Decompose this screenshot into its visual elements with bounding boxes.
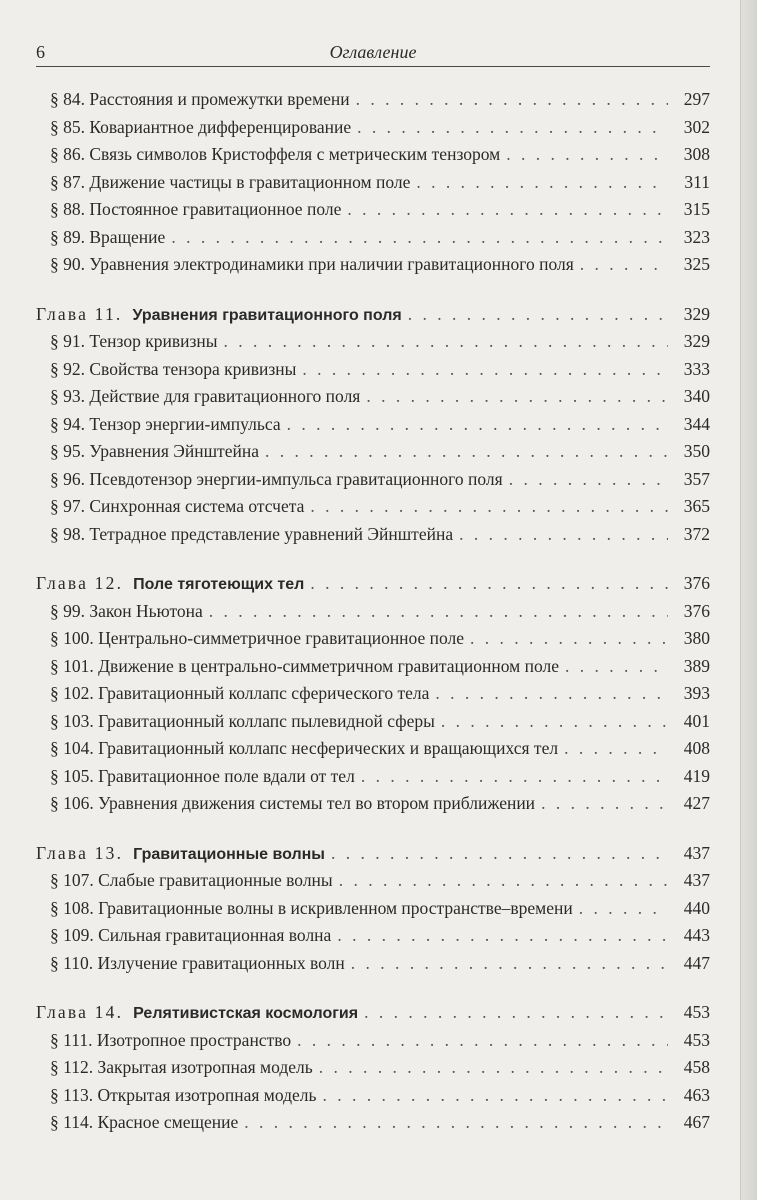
chapter-page: 329 <box>683 303 710 324</box>
section-label: § 93. Действие для гравитационного поля <box>50 386 361 406</box>
section-label: § 103. Гравитационный коллапс пылевидной сферы <box>50 710 435 731</box>
section-label: § 104. Гравитационный коллапс несферических и вращающихся тел <box>50 738 559 758</box>
section-label: § 98. Тетрадное представление уравнений Эйнштейна <box>50 523 454 544</box>
section-entry <box>36 790 710 818</box>
chapter-number: Глава 11. <box>36 303 123 324</box>
section-entry <box>36 653 710 681</box>
leader-dots <box>310 493 668 521</box>
section-page: 393 <box>683 683 710 703</box>
section-label: § 111. Изотропное пространство <box>50 1029 292 1050</box>
page-number: 6 <box>36 42 45 62</box>
section-entry <box>36 411 710 439</box>
section-page: 427 <box>683 793 710 813</box>
section-page: 467 <box>683 1112 710 1132</box>
leader-dots <box>541 790 668 818</box>
section-label: § 96. Псевдотензор энергии-импульса гравитационного поля <box>50 468 503 489</box>
section-label: § 97. Синхронная система отсчета <box>50 496 305 516</box>
section-entry <box>36 1027 710 1055</box>
leader-dots <box>509 466 668 494</box>
section-label: § 95. Уравнения Эйнштейна <box>50 441 259 461</box>
section-entry <box>36 169 710 197</box>
section-label: § 84. Расстояния и промежутки времени <box>50 89 350 109</box>
chapter-label <box>36 301 402 330</box>
leader-dots <box>297 1027 668 1055</box>
section-entry <box>36 521 710 549</box>
section-label: § 102. Гравитационный коллапс сферического тела <box>50 683 430 703</box>
section-page: 340 <box>683 386 710 406</box>
section-label: § 114. Красное смещение <box>50 1112 239 1132</box>
leader-dots <box>361 763 668 791</box>
section-label: § 100. Центрально-симметричное гравитационное поле <box>50 628 465 648</box>
leader-dots <box>357 114 668 142</box>
section-entry <box>36 466 710 494</box>
section-label: § 108. Гравитационные волны в искривленном пространстве–времени <box>50 897 573 918</box>
section-label: § 105. Гравитационное поле вдали от тел <box>50 765 355 786</box>
section-entry <box>36 735 710 763</box>
chapter-number: Глава 13. <box>36 842 124 863</box>
leader-dots <box>310 570 668 598</box>
leader-dots <box>580 251 668 279</box>
section-page: 372 <box>683 523 710 544</box>
section-entry <box>36 1054 710 1082</box>
section-label: § 90. Уравнения электродинамики при наличии гравитационного поля <box>50 254 574 274</box>
leader-dots <box>224 328 669 356</box>
section-entry <box>36 867 710 895</box>
section-label: § 99. Закон Ньютона <box>50 600 203 621</box>
leader-dots <box>564 735 668 763</box>
chapter-number: Глава 12. <box>36 573 124 593</box>
chapter-title: Гравитационные волны <box>133 845 325 863</box>
leader-dots <box>441 708 668 736</box>
section-label: § 101. Движение в центрально-симметричном гравитационном поле <box>50 655 559 676</box>
leader-dots <box>287 411 668 439</box>
section-page: 325 <box>683 254 710 274</box>
section-page: 344 <box>683 413 710 434</box>
leader-dots <box>565 653 668 681</box>
section-label: § 88. Постоянное гравитационное поле <box>50 199 342 219</box>
leader-dots <box>171 224 668 252</box>
section-entry <box>36 356 710 384</box>
section-label: § 107. Слабые гравитационные волны <box>50 870 333 890</box>
section-label: § 92. Свойства тензора кривизны <box>50 358 297 379</box>
section-page: 376 <box>683 600 710 621</box>
section-label: § 89. Вращение <box>50 226 166 247</box>
section-page: 329 <box>683 331 710 351</box>
leader-dots <box>209 598 668 626</box>
section-page: 380 <box>683 628 710 648</box>
leader-dots <box>347 196 668 224</box>
section-entry <box>36 680 710 708</box>
section-page: 333 <box>683 358 710 379</box>
chapter-page: 437 <box>683 842 710 863</box>
section-label: § 112. Закрытая изотропная модель <box>50 1057 313 1077</box>
section-entry <box>36 438 710 466</box>
leader-dots <box>366 383 668 411</box>
section-label: § 109. Сильная гравитационная волна <box>50 925 332 945</box>
section-entry <box>36 383 710 411</box>
section-page: 440 <box>683 897 710 918</box>
chapter-entry <box>36 999 710 1027</box>
running-header <box>36 40 710 67</box>
leader-dots <box>337 922 668 950</box>
section-entry <box>36 114 710 142</box>
chapter-title: Уравнения гравитационного поля <box>132 306 402 324</box>
section-entry <box>36 86 710 114</box>
section-page: 419 <box>683 765 710 786</box>
section-page: 447 <box>683 952 710 973</box>
leader-dots <box>244 1109 668 1137</box>
chapter-label <box>36 570 304 599</box>
section-entry <box>36 224 710 252</box>
section-entry <box>36 328 710 356</box>
chapter-title: Поле тяготеющих тел <box>133 576 305 593</box>
section-page: 437 <box>683 870 710 890</box>
section-page: 458 <box>683 1057 710 1077</box>
section-page: 453 <box>683 1029 710 1050</box>
leader-dots <box>416 169 668 197</box>
chapter-label <box>36 999 358 1028</box>
chapter-entry <box>36 570 710 598</box>
section-page: 297 <box>683 89 710 109</box>
chapter-label <box>36 840 325 869</box>
section-entry <box>36 1109 710 1137</box>
section-entry <box>36 251 710 279</box>
section-label: § 106. Уравнения движения системы тел во втором приближении <box>50 793 536 813</box>
section-label: § 85. Ковариантное дифференцирование <box>50 116 352 137</box>
section-page: 443 <box>683 925 710 945</box>
chapter-number: Глава 14. <box>36 1002 124 1022</box>
section-page: 357 <box>683 468 710 489</box>
section-page: 389 <box>683 655 710 676</box>
leader-dots <box>302 356 668 384</box>
page-edge <box>740 0 757 1200</box>
leader-dots <box>470 625 668 653</box>
leader-dots <box>435 680 668 708</box>
section-entry <box>36 1082 710 1110</box>
section-page: 350 <box>683 441 710 461</box>
section-label: § 94. Тензор энергии-импульса <box>50 413 281 434</box>
section-label: § 91. Тензор кривизны <box>50 331 218 351</box>
leader-dots <box>579 895 668 923</box>
leader-dots <box>331 840 668 868</box>
leader-dots <box>364 999 668 1027</box>
chapter-page: 453 <box>683 1002 710 1022</box>
leader-dots <box>356 86 668 114</box>
section-page: 463 <box>683 1084 710 1105</box>
section-entry <box>36 141 710 169</box>
chapter-page: 376 <box>683 573 710 593</box>
section-entry <box>36 950 710 978</box>
section-page: 401 <box>683 710 710 731</box>
leader-dots <box>265 438 668 466</box>
leader-dots <box>408 301 668 329</box>
leader-dots <box>351 950 668 978</box>
leader-dots <box>459 521 668 549</box>
chapter-entry <box>36 840 710 868</box>
section-page: 323 <box>683 226 710 247</box>
section-page: 365 <box>683 496 710 516</box>
section-entry <box>36 625 710 653</box>
leader-dots <box>323 1082 668 1110</box>
section-label: § 86. Связь символов Кристоффеля с метрическим тензором <box>50 144 501 164</box>
section-label: § 87. Движение частицы в гравитационном поле <box>50 171 411 192</box>
section-page: 302 <box>683 116 710 137</box>
leader-dots <box>339 867 668 895</box>
section-label: § 110. Излучение гравитационных волн <box>50 952 345 973</box>
leader-dots <box>319 1054 668 1082</box>
leader-dots <box>506 141 668 169</box>
section-page: 311 <box>684 171 710 192</box>
section-entry <box>36 708 710 736</box>
chapter-title: Релятивистская космология <box>133 1005 359 1022</box>
chapter-entry <box>36 301 710 329</box>
section-entry <box>36 196 710 224</box>
section-label: § 113. Открытая изотропная модель <box>50 1084 317 1105</box>
running-title: Оглавление <box>329 42 417 62</box>
section-page: 315 <box>683 199 710 219</box>
section-entry <box>36 493 710 521</box>
section-page: 308 <box>683 144 710 164</box>
section-entry <box>36 598 710 626</box>
section-page: 408 <box>683 738 710 758</box>
section-entry <box>36 763 710 791</box>
section-entry <box>36 922 710 950</box>
section-entry <box>36 895 710 923</box>
table-of-contents <box>36 86 710 1137</box>
